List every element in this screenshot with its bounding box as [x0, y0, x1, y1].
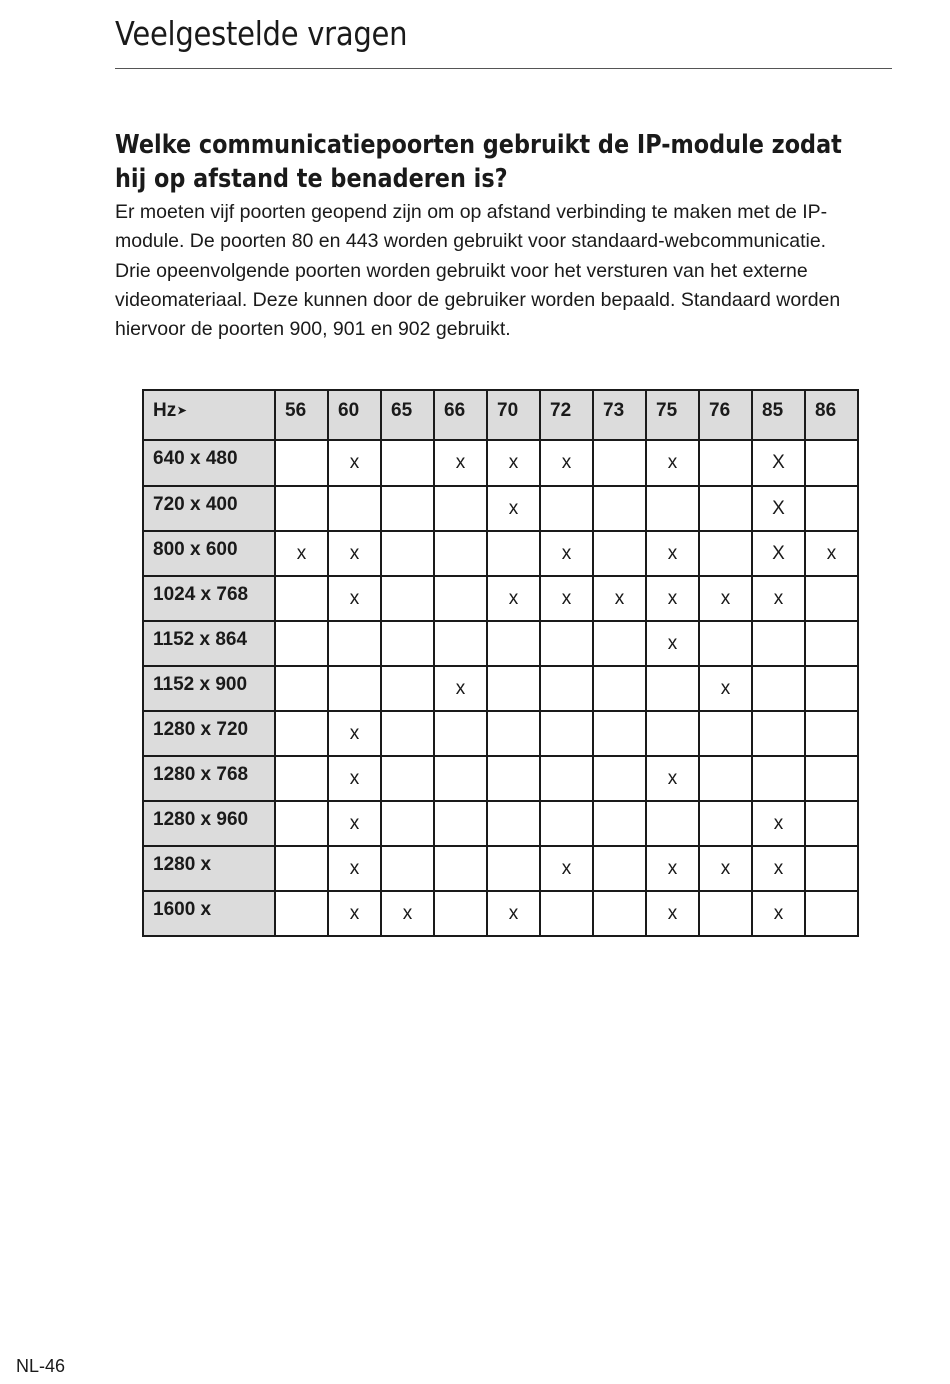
support-cell [699, 756, 752, 801]
support-cell [540, 891, 593, 936]
support-cell [487, 621, 540, 666]
support-cell [540, 621, 593, 666]
column-header-hz: 70 [487, 390, 540, 440]
support-cell: x [487, 486, 540, 531]
row-label-resolution: 640 x 480 [143, 440, 275, 486]
table-row [143, 531, 858, 576]
support-cell [593, 801, 646, 846]
support-cell: x [328, 576, 381, 621]
support-cell [434, 621, 487, 666]
support-cell [381, 486, 434, 531]
support-cell [805, 756, 858, 801]
support-cell [593, 666, 646, 711]
column-header-hz: 86 [805, 390, 858, 440]
support-cell: x [646, 531, 699, 576]
support-cell [593, 891, 646, 936]
support-cell: x [646, 891, 699, 936]
support-cell [593, 756, 646, 801]
support-cell: x [487, 440, 540, 486]
support-cell [593, 486, 646, 531]
support-cell [434, 711, 487, 756]
column-header-hz: 85 [752, 390, 805, 440]
support-cell [275, 801, 328, 846]
support-cell [275, 846, 328, 891]
refresh-rate-table [142, 389, 859, 937]
support-cell [540, 711, 593, 756]
support-cell: x [646, 846, 699, 891]
support-cell: x [328, 756, 381, 801]
support-cell [381, 531, 434, 576]
support-cell: x [328, 440, 381, 486]
support-cell [540, 666, 593, 711]
support-cell: x [434, 440, 487, 486]
row-label-resolution: 1600 x [143, 891, 275, 936]
support-cell [699, 486, 752, 531]
support-cell [805, 486, 858, 531]
support-cell [752, 666, 805, 711]
row-label-resolution: 720 x 400 [143, 486, 275, 531]
row-label-resolution: 1024 x 768 [143, 576, 275, 621]
page-title: Veelgestelde vragen [115, 14, 408, 53]
support-cell [593, 440, 646, 486]
row-label-resolution: 1280 x [143, 846, 275, 891]
support-cell: x [699, 846, 752, 891]
support-cell: x [328, 891, 381, 936]
support-cell [593, 846, 646, 891]
column-header-hz: 60 [328, 390, 381, 440]
support-cell: x [328, 846, 381, 891]
support-cell [805, 666, 858, 711]
support-cell: x [752, 846, 805, 891]
table-row [143, 486, 858, 531]
row-label-resolution: 1280 x 768 [143, 756, 275, 801]
support-cell [805, 621, 858, 666]
support-cell: x [328, 711, 381, 756]
row-label-resolution: 1280 x 960 [143, 801, 275, 846]
table-row [143, 576, 858, 621]
support-cell [381, 846, 434, 891]
column-header-hz: 75 [646, 390, 699, 440]
support-cell [593, 711, 646, 756]
column-header-hz: 56 [275, 390, 328, 440]
support-cell [699, 621, 752, 666]
support-cell [540, 801, 593, 846]
support-cell [593, 621, 646, 666]
support-cell [275, 756, 328, 801]
support-cell [593, 531, 646, 576]
support-cell [275, 711, 328, 756]
column-header-hz: 76 [699, 390, 752, 440]
corner-label: Hz [153, 400, 177, 421]
row-label-resolution: 1152 x 900 [143, 666, 275, 711]
row-label-resolution: 1152 x 864 [143, 621, 275, 666]
support-cell [328, 486, 381, 531]
support-cell [434, 846, 487, 891]
support-cell: x [699, 666, 752, 711]
support-cell [434, 756, 487, 801]
table-body [143, 440, 858, 936]
table-corner-cell [143, 390, 275, 440]
faq-answer: Er moeten vijf poorten geopend zijn om op afstand verbinding te maken met de IP-module. De poorten 80 en 443 worden gebruikt voor standaard-webcommunicatie. Drie opeenvolgende poorten worden gebruikt voor het versturen van het externe videomateriaal. Deze kunnen door de gebruiker worden bepaald. Standaard worden hiervoor de poorten 900, 901 en 902 gebruikt. [115, 201, 841, 341]
support-cell: x [540, 576, 593, 621]
support-cell: x [699, 576, 752, 621]
support-cell [540, 486, 593, 531]
faq-question: Welke communicatiepoorten gebruikt de IP-module zodat hij op afstand te benaderen is? [115, 130, 842, 194]
support-cell [275, 440, 328, 486]
support-cell: x [646, 440, 699, 486]
support-cell: x [540, 440, 593, 486]
support-cell [646, 711, 699, 756]
support-cell [699, 440, 752, 486]
table-row [143, 711, 858, 756]
support-cell [805, 846, 858, 891]
support-cell: x [275, 531, 328, 576]
support-cell [699, 531, 752, 576]
table-header [143, 390, 858, 440]
support-cell [487, 846, 540, 891]
support-cell [275, 576, 328, 621]
support-cell [275, 666, 328, 711]
support-cell: x [752, 801, 805, 846]
support-cell [381, 621, 434, 666]
support-cell [487, 801, 540, 846]
support-cell [381, 440, 434, 486]
support-cell [434, 891, 487, 936]
support-cell: x [646, 756, 699, 801]
support-cell: x [646, 621, 699, 666]
table-header-row [143, 390, 858, 440]
support-cell [752, 621, 805, 666]
support-cell: x [752, 576, 805, 621]
page-number: NL-46 [16, 1356, 66, 1376]
support-cell [805, 711, 858, 756]
support-cell [381, 801, 434, 846]
support-cell [752, 756, 805, 801]
support-cell [646, 666, 699, 711]
support-cell: X [752, 531, 805, 576]
support-cell [805, 576, 858, 621]
column-header-hz: 73 [593, 390, 646, 440]
support-cell: x [381, 891, 434, 936]
support-cell: x [540, 846, 593, 891]
support-cell [434, 801, 487, 846]
support-cell: x [328, 531, 381, 576]
support-cell [381, 711, 434, 756]
support-cell [275, 891, 328, 936]
column-header-hz: 72 [540, 390, 593, 440]
support-cell [646, 486, 699, 531]
support-cell [381, 576, 434, 621]
support-cell: x [646, 576, 699, 621]
column-header-hz: 65 [381, 390, 434, 440]
table-row [143, 621, 858, 666]
support-cell: X [752, 440, 805, 486]
support-cell: x [752, 891, 805, 936]
support-cell: x [593, 576, 646, 621]
table-row [143, 666, 858, 711]
table-row [143, 756, 858, 801]
support-cell [805, 440, 858, 486]
support-cell [487, 666, 540, 711]
row-label-resolution: 800 x 600 [143, 531, 275, 576]
arrow-right-icon: ➤ [177, 405, 187, 417]
support-cell [487, 756, 540, 801]
table-row [143, 440, 858, 486]
support-cell [275, 621, 328, 666]
support-cell [540, 756, 593, 801]
support-cell [381, 756, 434, 801]
row-label-resolution: 1280 x 720 [143, 711, 275, 756]
support-cell [699, 711, 752, 756]
support-cell: x [328, 801, 381, 846]
column-header-hz: 66 [434, 390, 487, 440]
table-row [143, 891, 858, 936]
support-cell [434, 486, 487, 531]
support-cell [646, 801, 699, 846]
table-row [143, 846, 858, 891]
support-cell: x [434, 666, 487, 711]
support-cell [434, 531, 487, 576]
support-cell: x [805, 531, 858, 576]
page-header [115, 12, 892, 69]
support-cell [699, 801, 752, 846]
support-cell [752, 711, 805, 756]
support-cell [699, 891, 752, 936]
support-cell [805, 891, 858, 936]
support-cell: x [540, 531, 593, 576]
support-cell [805, 801, 858, 846]
support-cell: x [487, 891, 540, 936]
support-cell [275, 486, 328, 531]
support-cell: x [487, 576, 540, 621]
support-cell [487, 531, 540, 576]
support-cell [328, 666, 381, 711]
support-cell [381, 666, 434, 711]
support-cell [434, 576, 487, 621]
support-cell: X [752, 486, 805, 531]
support-cell [328, 621, 381, 666]
support-cell [487, 711, 540, 756]
table-row [143, 801, 858, 846]
